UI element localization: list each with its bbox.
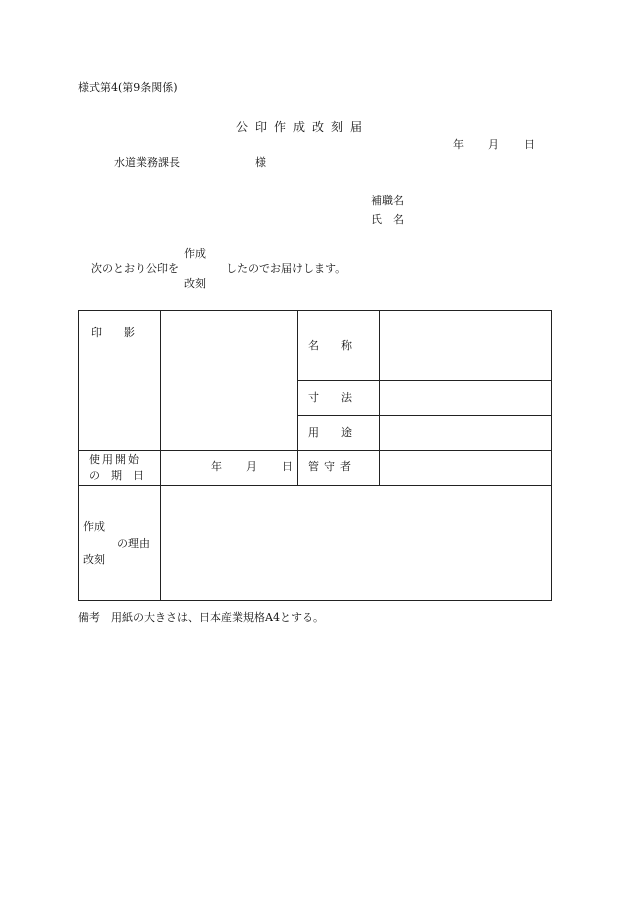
applicant-position-label: 補職名 <box>371 194 404 207</box>
start-date-label-line2: の 期 日 <box>89 469 144 482</box>
addressee-honorific: 様 <box>255 156 266 169</box>
table-border-bottom <box>78 600 552 601</box>
custodian-label: 管守者 <box>308 460 356 473</box>
seal-purpose-label: 用 途 <box>308 426 352 439</box>
table-border-right <box>551 310 552 601</box>
table-col-divider-3 <box>379 310 380 485</box>
seal-size-label: 寸 法 <box>308 391 352 404</box>
form-title: 公印作成改刻届 <box>236 120 370 134</box>
table-row-divider-3 <box>78 450 552 451</box>
seal-name-label: 名 称 <box>308 339 352 352</box>
table-col-divider-1 <box>160 310 161 601</box>
table-col-divider-2 <box>297 310 298 485</box>
statement-suffix: したのでお届けします。 <box>226 262 347 275</box>
statement-option-create: 作成 <box>184 247 206 260</box>
applicant-name-label: 氏 名 <box>371 213 404 226</box>
remarks-note: 備考 用紙の大きさは、日本産業規格A4とする。 <box>78 611 324 624</box>
form-number: 様式第4(第9条関係) <box>78 81 178 94</box>
table-border-left <box>78 310 79 601</box>
reason-option-recarve: 改刻 <box>83 553 105 566</box>
table-row-divider-4 <box>78 485 552 486</box>
start-month-label: 月 <box>246 460 257 473</box>
reason-option-create: 作成 <box>83 520 105 533</box>
seal-impression-label: 印 影 <box>91 326 135 339</box>
statement-option-recarve: 改刻 <box>184 277 206 290</box>
table-row-divider-1 <box>297 380 552 381</box>
date-year-label: 年 <box>453 138 464 151</box>
addressee-name: 水道業務課長 <box>114 156 180 169</box>
start-day-label: 日 <box>282 460 293 473</box>
date-day-label: 日 <box>524 138 535 151</box>
start-date-label-line1: 使用開始 <box>89 453 141 466</box>
table-border-top <box>78 310 552 311</box>
table-row-divider-2 <box>297 415 552 416</box>
seal-form-table <box>78 310 552 601</box>
date-month-label: 月 <box>488 138 499 151</box>
reason-label: の理由 <box>117 537 150 550</box>
statement-prefix: 次のとおり公印を <box>91 262 179 275</box>
start-year-label: 年 <box>211 460 222 473</box>
